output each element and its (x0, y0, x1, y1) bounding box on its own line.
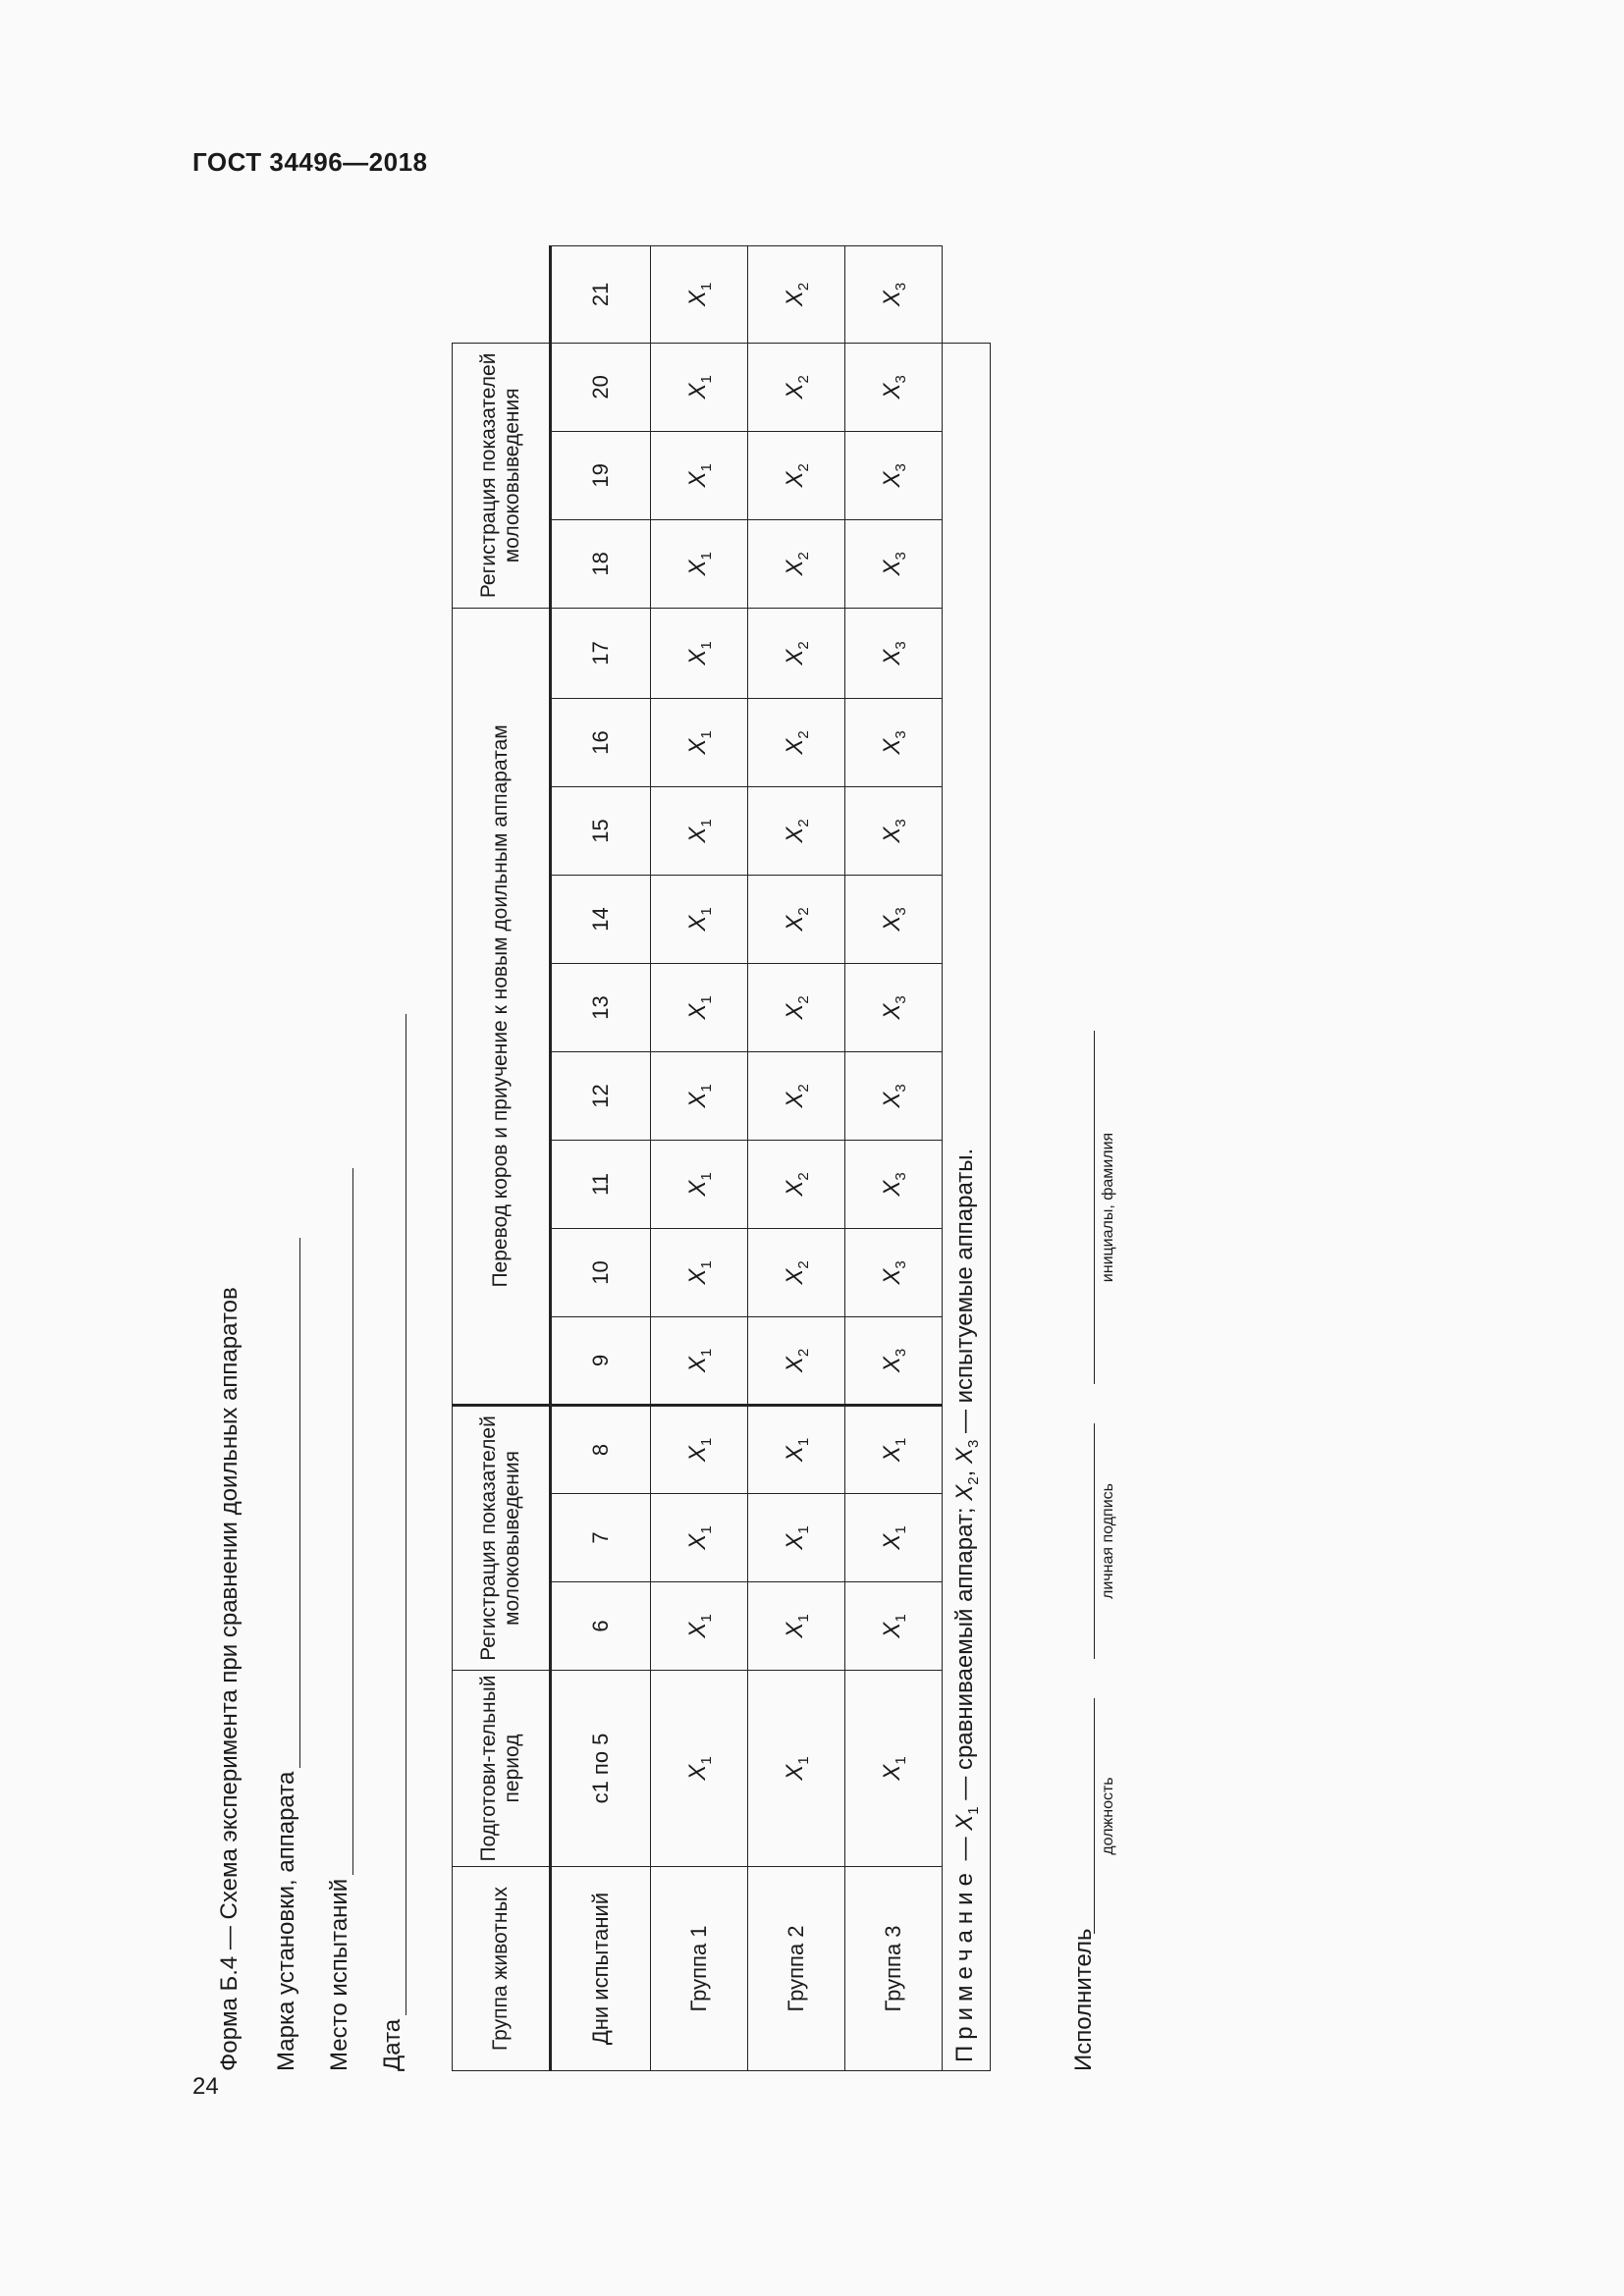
experiment-scheme-table (452, 245, 991, 2071)
group-name: Группа 1 (651, 1867, 748, 2071)
day-cell: 21 (551, 246, 651, 344)
x-cell: $X_2$ (748, 1140, 845, 1228)
document-header: ГОСТ 34496—2018 (192, 147, 428, 177)
table-header-row (453, 246, 551, 2071)
field-line[interactable] (384, 1014, 406, 2015)
day-cell: 17 (551, 608, 651, 698)
field-line[interactable] (278, 1238, 300, 1768)
x-cell: $X_1$ (651, 343, 748, 431)
x-cell: $X_3$ (845, 1140, 943, 1228)
field-label: Марка установки, аппарата (273, 1771, 299, 2071)
x-cell: $X_1$ (651, 786, 748, 875)
caption-signature: личная подпись (1100, 1483, 1116, 1599)
days-row (551, 246, 651, 2071)
x-cell: $X_1$ (845, 1582, 943, 1671)
x-cell: $X_2$ (748, 1316, 845, 1405)
x-cell: $X_1$ (651, 519, 748, 608)
x-cell: $X_1$ (651, 1228, 748, 1316)
caption-name: инициалы, фамилия (1100, 1132, 1116, 1283)
x-cell: $X_1$ (651, 246, 748, 344)
header-registration-2: Регистрация показателей молоковыведения (453, 343, 551, 608)
field-equipment-brand (273, 1238, 300, 2071)
group-name: Группа 2 (748, 1867, 845, 2071)
signature-block (1070, 991, 1129, 2071)
x-cell: $X_2$ (748, 698, 845, 786)
table-note (943, 343, 991, 2070)
field-line[interactable] (331, 1168, 353, 1875)
x-cell: $X_3$ (845, 1228, 943, 1316)
x-cell: $X_1$ (651, 1051, 748, 1140)
header-prep: Подготови-тельный период (453, 1671, 551, 1867)
x-cell: $X_1$ (651, 875, 748, 963)
x-cell: $X_3$ (845, 608, 943, 698)
field-date (379, 1014, 406, 2071)
x-cell: $X_1$ (845, 1405, 943, 1493)
day-cell: 7 (551, 1494, 651, 1582)
x-cell: $X_2$ (748, 431, 845, 519)
note-row (943, 246, 991, 2071)
header-group: Группа животных (453, 1867, 551, 2071)
rotated-form (187, 226, 1116, 2071)
x-cell: $X_2$ (748, 246, 845, 344)
x-cell: $X_3$ (845, 431, 943, 519)
x-cell: $X_3$ (845, 1051, 943, 1140)
day-cell: 10 (551, 1228, 651, 1316)
day-cell: 13 (551, 963, 651, 1051)
day-cell: 14 (551, 875, 651, 963)
day-cell: 18 (551, 519, 651, 608)
position-line[interactable] (1070, 1698, 1095, 1934)
x-cell: $X_2$ (748, 786, 845, 875)
x-cell: $X_1$ (651, 1405, 748, 1493)
name-line[interactable] (1070, 1031, 1095, 1384)
x-cell: $X_3$ (845, 786, 943, 875)
x-cell: $X_2$ (748, 963, 845, 1051)
group-name: Группа 3 (845, 1867, 943, 2071)
caption-position: должность (1100, 1777, 1116, 1855)
x-cell: $X_2$ (748, 519, 845, 608)
x-cell: $X_1$ (651, 431, 748, 519)
prep-days: с1 по 5 (551, 1671, 651, 1867)
x-cell: $X_2$ (748, 1051, 845, 1140)
day-cell: 9 (551, 1316, 651, 1405)
x-cell: $X_3$ (845, 698, 943, 786)
x-cell: $X_1$ (651, 608, 748, 698)
x-cell: $X_1$ (748, 1671, 845, 1867)
header-registration-1: Регистрация показателей молоковыведения (453, 1405, 551, 1670)
x-cell: $X_2$ (748, 1228, 845, 1316)
table-row (651, 246, 748, 2071)
day-cell: 15 (551, 786, 651, 875)
x-cell: $X_1$ (651, 1582, 748, 1671)
x-cell: $X_1$ (651, 1316, 748, 1405)
x-cell: $X_1$ (651, 1494, 748, 1582)
header-transfer: Перевод коров и приучение к новым доильным аппаратам (453, 608, 551, 1405)
day-cell: 11 (551, 1140, 651, 1228)
x-cell: $X_3$ (845, 246, 943, 344)
x-cell: $X_2$ (748, 343, 845, 431)
form-title: Форма Б.4 — Схема эксперимента при сравнении доильных аппаратов (216, 1287, 243, 2071)
x-cell: $X_3$ (845, 1316, 943, 1405)
x-cell: $X_3$ (845, 343, 943, 431)
x-cell: $X_1$ (845, 1671, 943, 1867)
day-cell: 20 (551, 343, 651, 431)
x-cell: $X_1$ (748, 1494, 845, 1582)
page-number: 24 (192, 2073, 219, 2100)
day-cell: 19 (551, 431, 651, 519)
note-prefix: Примечание (950, 1867, 978, 2062)
note-body: — $X_1$ — сравниваемый аппарат; $X_2$, $X_3$ — испытуемые аппараты. (950, 1148, 982, 1861)
field-label: Дата (379, 2018, 406, 2071)
x-cell: $X_2$ (748, 875, 845, 963)
x-cell: $X_1$ (748, 1405, 845, 1493)
table-row (845, 246, 943, 2071)
signature-line[interactable] (1070, 1423, 1095, 1659)
x-cell: $X_1$ (845, 1494, 943, 1582)
day-cell: 16 (551, 698, 651, 786)
days-label: Дни испытаний (551, 1867, 651, 2071)
x-cell: $X_3$ (845, 963, 943, 1051)
x-cell: $X_2$ (748, 608, 845, 698)
day-cell: 6 (551, 1582, 651, 1671)
field-label: Место испытаний (326, 1878, 352, 2071)
x-cell: $X_3$ (845, 519, 943, 608)
x-cell: $X_1$ (651, 1140, 748, 1228)
signature-label: Исполнитель (1070, 1928, 1097, 2071)
x-cell: $X_1$ (748, 1582, 845, 1671)
table-row (748, 246, 845, 2071)
day-cell: 12 (551, 1051, 651, 1140)
x-cell: $X_3$ (845, 875, 943, 963)
day-cell: 8 (551, 1405, 651, 1493)
x-cell: $X_1$ (651, 963, 748, 1051)
field-test-place (326, 1168, 353, 2071)
x-cell: $X_1$ (651, 698, 748, 786)
x-cell: $X_1$ (651, 1671, 748, 1867)
